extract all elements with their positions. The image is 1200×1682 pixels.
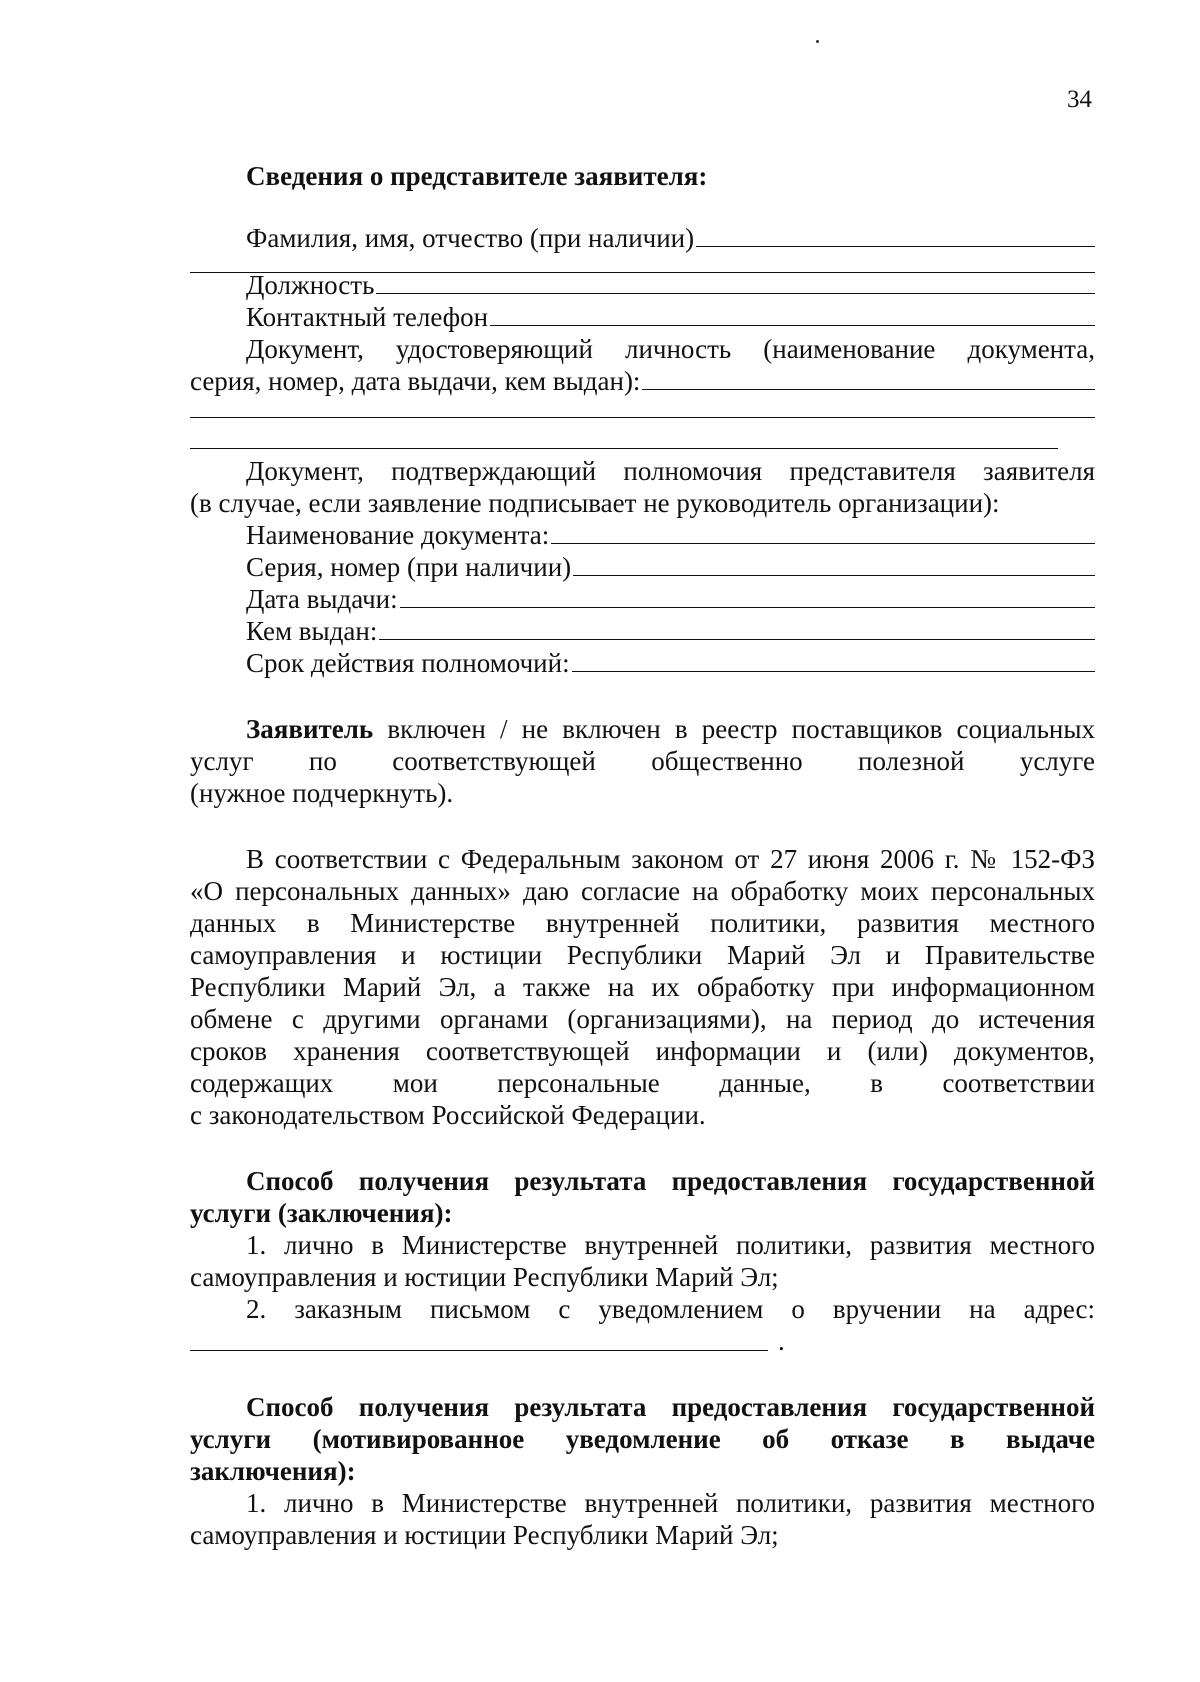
consent-line: данных в Министерстве внутренней политики, развития местного (190, 908, 1095, 938)
position-field[interactable] (190, 269, 1095, 301)
series-label: Серия, номер (при наличии) (246, 552, 572, 582)
id-document-line2: серия, номер, дата выдачи, кем выдан): (190, 366, 641, 396)
id-document-blank[interactable] (642, 389, 1095, 390)
address-blank[interactable] (190, 1350, 768, 1351)
issued-by-label: Кем выдан: (246, 616, 378, 646)
registry-line2: услуг по соответствующей общественно полезной услуге (190, 746, 1095, 776)
method-refusal-heading-end: заключения): (190, 1456, 356, 1486)
consent-line: сроков хранения соответствующей информации и (или) документов, (190, 1036, 1095, 1066)
registry-lead: Заявитель (246, 714, 374, 744)
issue-date-field[interactable] (190, 583, 1095, 615)
authority-doc-line2: (в случае, если заявление подписывает не руководитель организации): (190, 488, 1000, 518)
id-document-field[interactable] (190, 365, 1095, 397)
doc-name-label: Наименование документа: (246, 520, 550, 550)
method-conclusion-heading-cont: услуги (заключения): (190, 1198, 453, 1228)
position-blank[interactable] (376, 293, 1095, 294)
fio-field[interactable] (190, 222, 1095, 254)
issue-date-blank[interactable] (400, 607, 1095, 608)
id-document-line-extra-1[interactable] (190, 417, 1095, 418)
consent-line: В соответствии с Федеральным законом от 27 июня 2006 г. № 152-ФЗ (246, 844, 1095, 874)
id-document-line1: Документ, удостоверяющий личность (наименование документа, (246, 334, 1095, 364)
validity-blank[interactable] (572, 671, 1095, 672)
consent-line: обмене с другими органами (организациями), на период до истечения (190, 1004, 1095, 1034)
method-conclusion-item1-cont: самоуправления и юстиции Республики Марий Эл; (190, 1262, 779, 1292)
fio-blank[interactable] (696, 246, 1095, 247)
consent-line: Республики Марий Эл, а также на их обработку при информационном (190, 972, 1095, 1002)
consent-line: «О персональных данных» даю согласие на обработку моих персональных (190, 876, 1095, 906)
consent-line: самоуправления и юстиции Республики Марий Эл и Правительстве (190, 940, 1095, 970)
address-field[interactable] (190, 1325, 1095, 1357)
series-field[interactable] (190, 551, 1095, 583)
series-blank[interactable] (573, 575, 1095, 576)
position-label: Должность (246, 270, 375, 300)
registry-line1 (190, 713, 1095, 745)
scan-speck (816, 40, 819, 43)
doc-name-field[interactable] (190, 519, 1095, 551)
method-refusal-item1: 1. лично в Министерстве внутренней политики, развития местного (246, 1488, 1095, 1518)
method-conclusion-item1: 1. лично в Министерстве внутренней политики, развития местного (246, 1230, 1095, 1260)
method-conclusion-heading: Способ получения результата предоставления государственной (246, 1166, 1095, 1196)
issued-by-field[interactable] (190, 615, 1095, 647)
consent-line: содержащих мои персональные данные, в соответствии (190, 1068, 1095, 1098)
phone-blank[interactable] (490, 325, 1095, 326)
address-end: . (778, 1326, 785, 1356)
authority-doc-line1: Документ, подтверждающий полномочия представителя заявителя (246, 456, 1095, 486)
page-number: 34 (1067, 86, 1092, 113)
issued-by-blank[interactable] (379, 639, 1095, 640)
method-refusal-item1-cont: самоуправления и юстиции Республики Марий Эл; (190, 1520, 779, 1550)
registry-line1-rest: включен / не включен в реестр поставщиков социальных (373, 714, 1095, 744)
consent-line: с законодательством Российской Федерации. (190, 1100, 706, 1130)
validity-label: Срок действия полномочий: (246, 648, 570, 678)
method-conclusion-item2: 2. заказным письмом с уведомлением о вручении на адрес: (246, 1294, 1095, 1324)
rep-section-heading: Сведения о представителе заявителя: (246, 161, 708, 191)
doc-name-blank[interactable] (551, 543, 1095, 544)
validity-field[interactable] (190, 647, 1095, 679)
issue-date-label: Дата выдачи: (246, 584, 398, 614)
document-body (190, 160, 1095, 1551)
phone-label: Контактный телефон (246, 302, 489, 332)
method-refusal-heading-cont: услуги (мотивированное уведомление об отказе в выдаче (190, 1424, 1095, 1454)
fio-label: Фамилия, имя, отчество (при наличии) (246, 223, 695, 253)
phone-field[interactable] (190, 301, 1095, 333)
registry-line3: (нужное подчеркнуть). (190, 778, 454, 808)
method-refusal-heading: Способ получения результата предоставления государственной (246, 1392, 1095, 1422)
